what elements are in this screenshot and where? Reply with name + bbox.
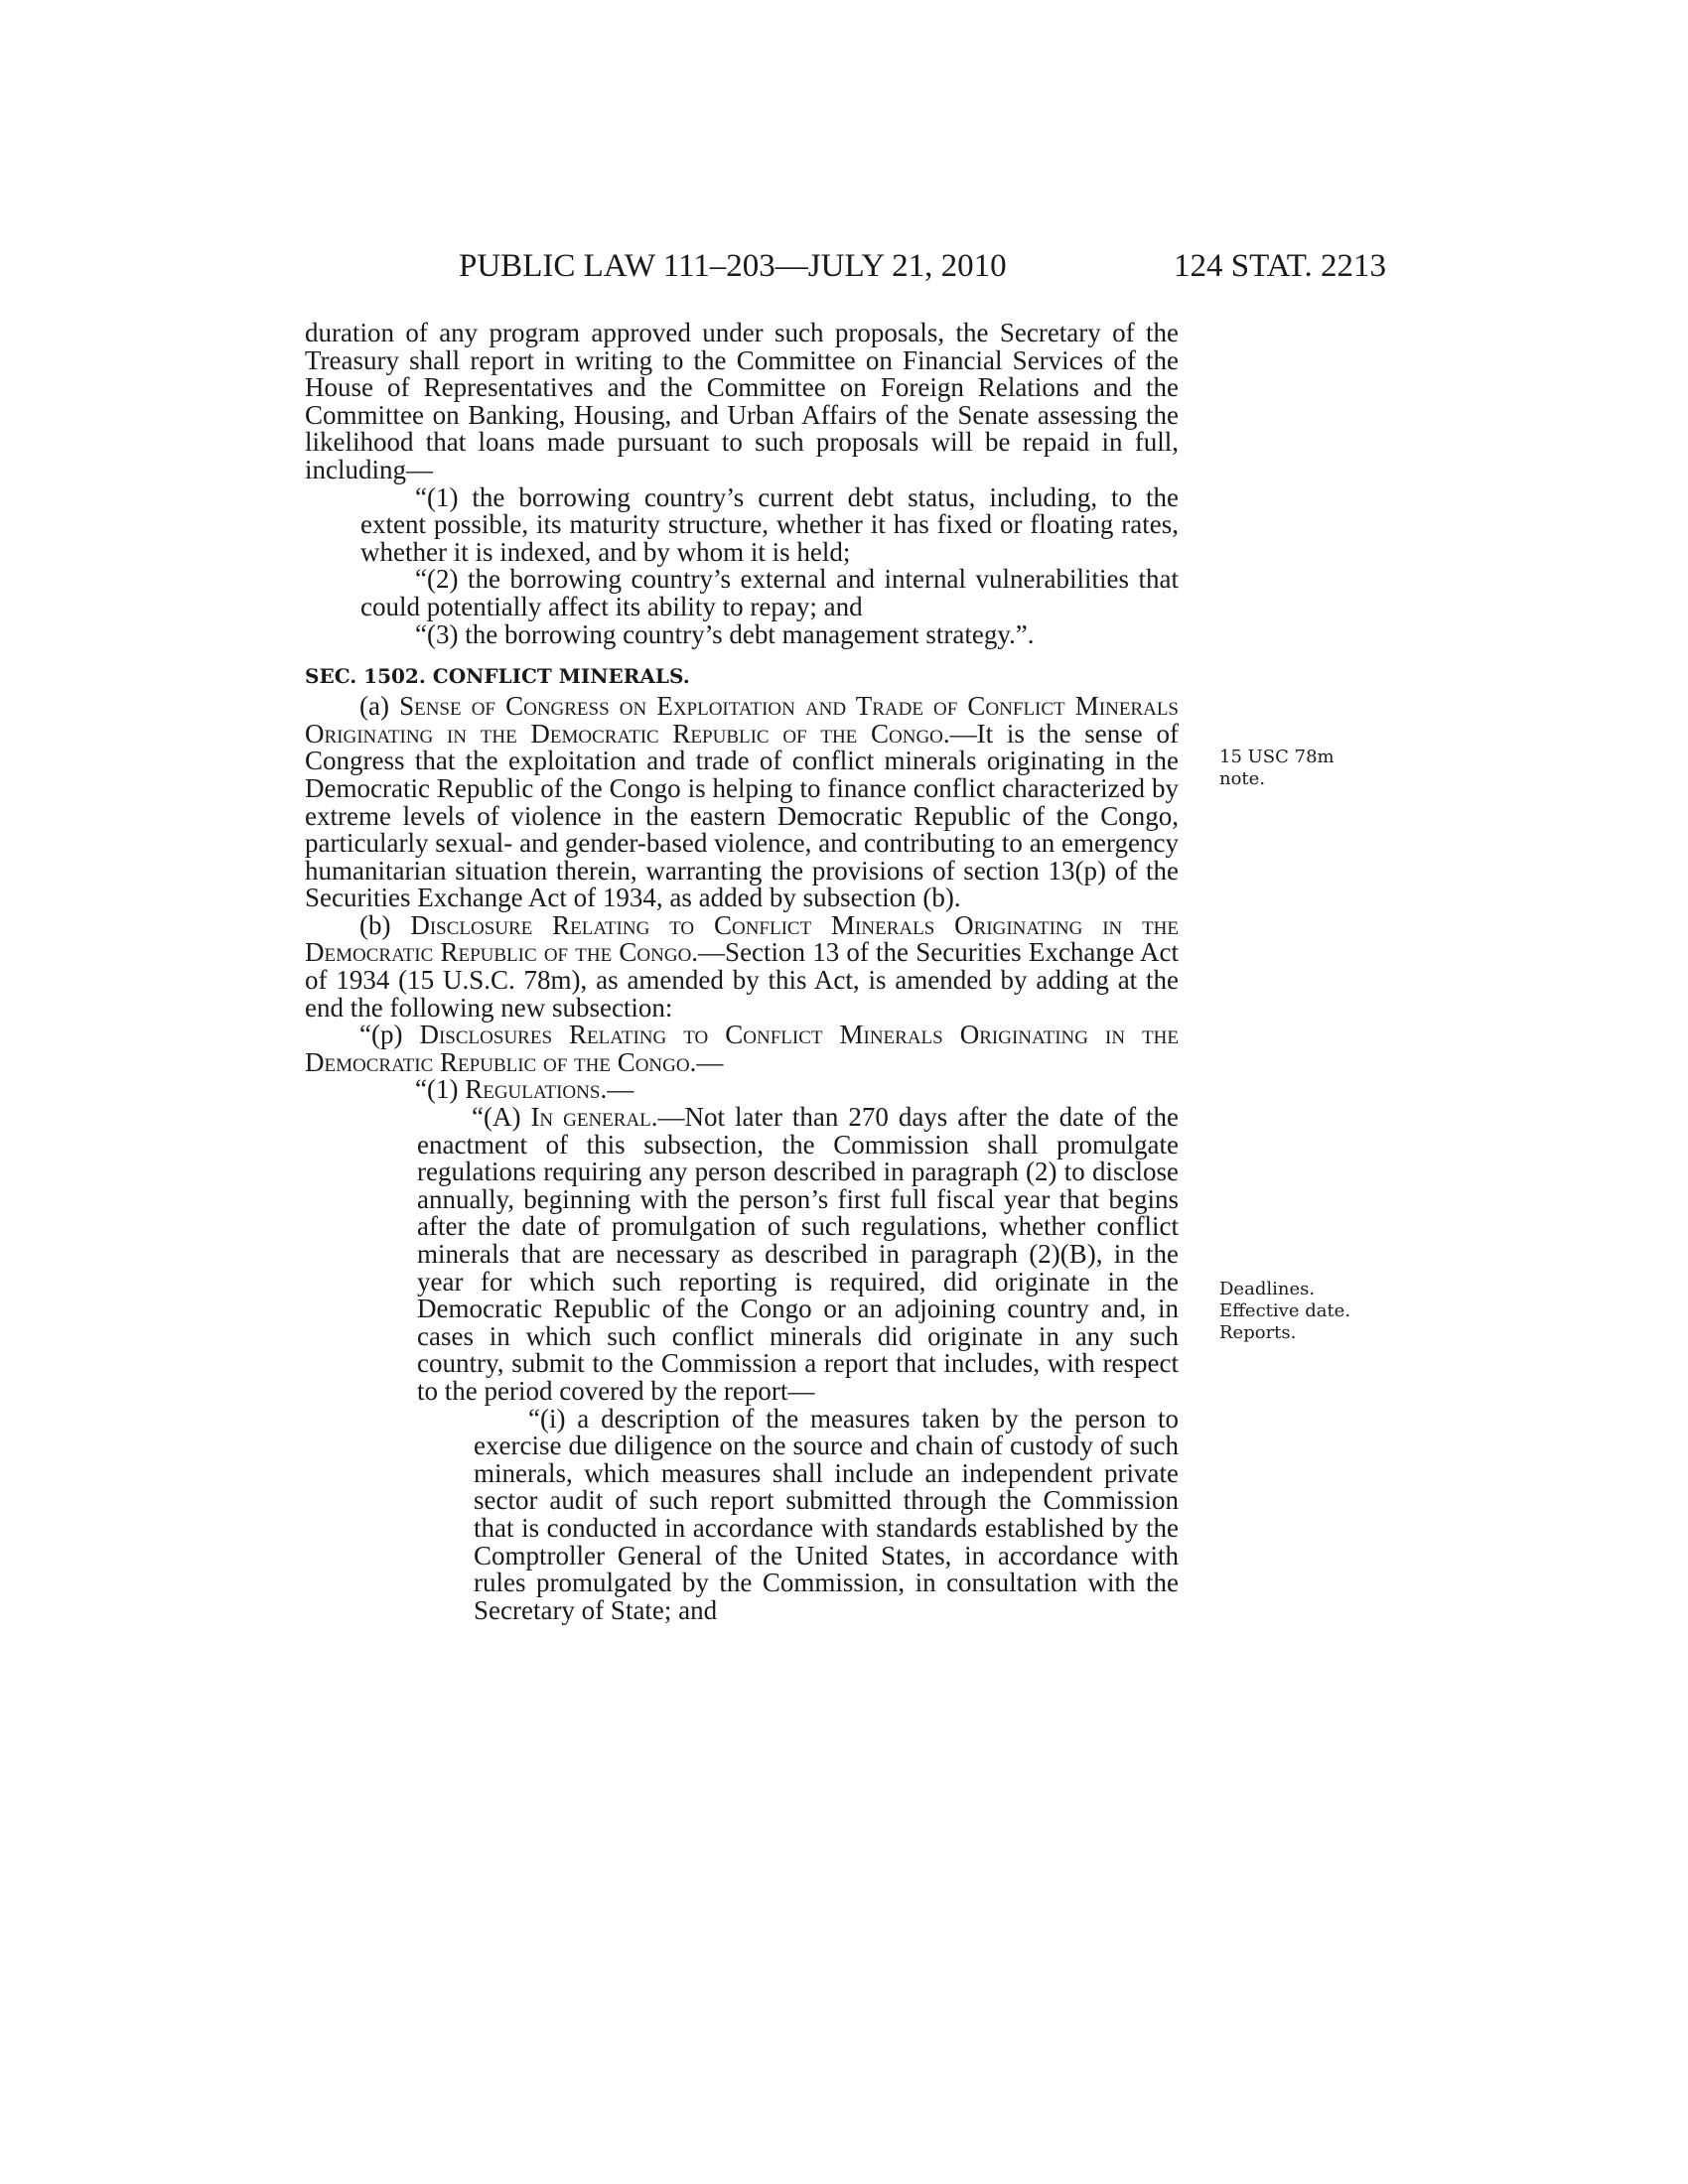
document-body [305, 320, 1179, 1624]
regulations-label: “(1) [415, 1074, 466, 1105]
regulations-title: Regulations [465, 1074, 601, 1105]
margin-note-effective-line: Effective date. [1219, 1300, 1351, 1321]
section-heading: SEC. 1502. CONFLICT MINERALS. [305, 664, 690, 689]
subsection-a-label: (a) [359, 691, 400, 722]
subsection-p-label: “(p) [359, 1020, 420, 1050]
subsection-a [305, 693, 1179, 912]
margin-note-usc-line2: note. [1219, 768, 1266, 789]
subsection-p-title: Disclosures Relating to Conflict Minerals Originating in the Democratic Republic of the Congo [305, 1020, 1180, 1077]
paragraph-regulations [305, 1076, 1179, 1104]
intro-paragraph: duration of any program approved under such proposals, the Secretary of the Treasury shall report in writing to the Committee on Financial Services of the House of Representatives and the Committee on Foreign Relations and the Committee on Banking, Housing, and Urban Affairs of the Senate assessing the likelihood that loans made pursuant to such proposals will be repaid in full, including— [305, 318, 1179, 484]
list-item-1: “(1) the borrowing country’s current debt status, including, to the extent possible, its maturity structure, whether it has fixed or floating rates, whether it is indexed, and by whom it is held; [360, 481, 1179, 567]
subparagraph-a-label: “(A) [472, 1102, 531, 1133]
subsection-b-label: (b) [359, 909, 411, 940]
list-item-3: “(3) the borrowing country’s debt management strategy.”. [415, 618, 1035, 649]
subsection-b [305, 909, 1180, 1023]
subparagraph-a-title: In general [530, 1102, 651, 1133]
subsection-b-text: .—Section 13 of the Securities Exchange Act of 1934 (15 U.S.C. 78m), as amended by this Act, is amended by adding at the end the following new subsection: [305, 937, 1179, 1023]
subsection-p-text: .— [689, 1046, 724, 1077]
public-law-citation: PUBLIC LAW 111–203—JULY 21, 2010 [459, 248, 1007, 284]
regulations-text: .— [600, 1074, 634, 1105]
clause-i: “(i) a description of the measures taken by the person to exercise due diligence on the source and chain of custody of such minerals, which measures shall include an independent private sector audit of such report submitted through the Commission that is conducted in accordance with standards established by the Comptroller General of the United States, in accordance with rules promulgated by the Commission, in consultation with the Secretary of State; and [474, 1403, 1179, 1625]
subparagraph-a [305, 1104, 1179, 1406]
margin-note-deadlines [1219, 1279, 1350, 1344]
list-item-2: “(2) the borrowing country’s external and internal vulnerabilities that could potentially affect its ability to repay; and [360, 564, 1179, 621]
subsection-a-title: Sense of Congress on Exploitation and Trade of Conflict Minerals Originating in the Democratic Republic of the Congo [305, 691, 1179, 749]
subsection-b-title: Disclosure Relating to Conflict Minerals Originating in the Democratic Republic of the Congo [305, 909, 1180, 968]
running-header [459, 246, 1386, 286]
margin-note-usc-line1: 15 USC 78m [1219, 747, 1335, 767]
margin-note-usc [1219, 747, 1335, 790]
margin-note-deadlines-line: Deadlines. [1219, 1279, 1316, 1299]
subparagraph-a-text: .—Not later than 270 days after the date of the enactment of this subsection, the Commission shall promulgate regulations requiring any person described in paragraph (2) to disclose annually, beginning with the person’s first full fiscal year that begins after the date of promulgation of such regulations, whether conflict minerals that are necessary as described in paragraph (2)(B), in the year for which such reporting is required, did originate in the Democratic Republic of the Congo or an adjoining country and, in cases in which such conflict minerals did originate in any such country, submit to the Commission a report that includes, with respect to the period covered by the report— [417, 1102, 1180, 1406]
margin-note-reports-line: Reports. [1219, 1322, 1297, 1343]
statute-page-number: 124 STAT. 2213 [1173, 248, 1386, 284]
subsection-p [305, 1022, 1179, 1076]
subsection-a-text: .—It is the sense of Congress that the exploitation and trade of conflict minerals originating in the Democratic Republic of the Congo is helping to finance conflict characterized by extreme levels of violence in the eastern Democratic Republic of the Congo, particularly sexual- and gender-based violence, and contributing to an emergency humanitarian situation therein, warranting the provisions of section 13(p) of the Securities Exchange Act of 1934, as added by subsection (b). [305, 718, 1179, 913]
